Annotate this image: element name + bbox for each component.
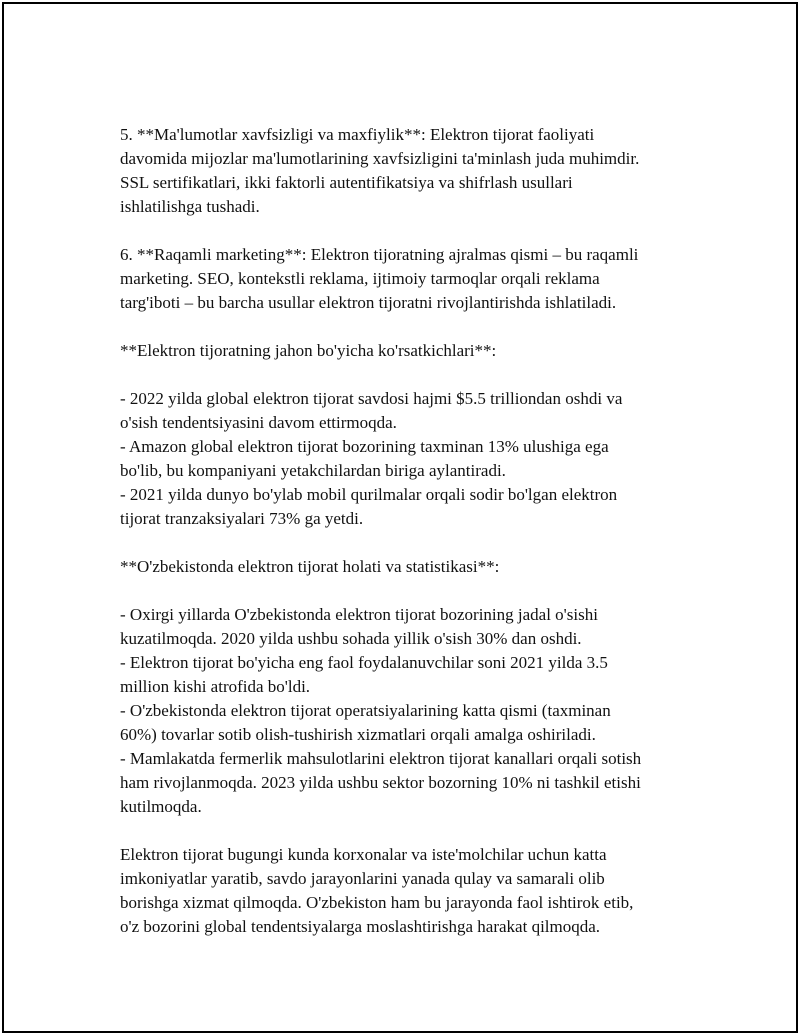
- paragraph-gap: [120, 579, 680, 603]
- text-line: - Amazon global elektron tijorat bozorining taxminan 13% ulushiga ega: [120, 437, 609, 456]
- text-line: - 2022 yilda global elektron tijorat savdosi hajmi $5.5 trilliondan oshdi va: [120, 389, 623, 408]
- text-line: - Oxirgi yillarda O'zbekistonda elektron tijorat bozorining jadal o'sishi: [120, 605, 598, 624]
- text-line: kutilmoqda.: [120, 797, 202, 816]
- text-line: Elektron tijorat bugungi kunda korxonalar va iste'molchilar uchun katta: [120, 845, 607, 864]
- text-line: 60%) tovarlar sotib olish-tushirish xizmatlari orqali amalga oshiriladi.: [120, 725, 596, 744]
- text-line: o'z bozorini global tendentsiyalarga moslashtirishga harakat qilmoqda.: [120, 917, 601, 936]
- paragraph-gap: [120, 819, 680, 843]
- text-line: - Mamlakatda fermerlik mahsulotlarini elektron tijorat kanallari orqali sotish: [120, 749, 642, 768]
- text-line: targ'iboti – bu barcha usullar elektron tijoratni rivojlantirishda ishlatiladi.: [120, 293, 617, 312]
- text-line: **Elektron tijoratning jahon bo'yicha ko'rsatkichlari**:: [120, 341, 497, 360]
- text-line: ishlatilishga tushadi.: [120, 197, 260, 216]
- text-line: marketing. SEO, kontekstli reklama, ijtimoiy tarmoqlar orqali reklama: [120, 269, 600, 288]
- text-line: 6. **Raqamli marketing**: Elektron tijoratning ajralmas qismi – bu raqamli: [120, 245, 639, 264]
- text-line: bo'lib, bu kompaniyani yetakchilardan biriga aylantiradi.: [120, 461, 506, 480]
- paragraph-gap: [120, 315, 680, 339]
- paragraph-gap: [120, 363, 680, 387]
- text-line: borishga xizmat qilmoqda. O'zbekiston ham bu jarayonda faol ishtirok etib,: [120, 893, 634, 912]
- text-line: kuzatilmoqda. 2020 yilda ushbu sohada yillik o'sish 30% dan oshdi.: [120, 629, 582, 648]
- text-line: o'sish tendentsiyasini davom ettirmoqda.: [120, 413, 397, 432]
- text-line: - 2021 yilda dunyo bo'ylab mobil qurilmalar orqali sodir bo'lgan elektron: [120, 485, 618, 504]
- paragraph-gap: [120, 531, 680, 555]
- text-line: imkoniyatlar yaratib, savdo jarayonlarini yanada qulay va samarali olib: [120, 869, 605, 888]
- text-line: **O'zbekistonda elektron tijorat holati va statistikasi**:: [120, 557, 500, 576]
- text-line: million kishi atrofida bo'ldi.: [120, 677, 311, 696]
- document-page: [2, 2, 798, 1033]
- document-body: [120, 123, 680, 939]
- text-line: tijorat tranzaksiyalari 73% ga yetdi.: [120, 509, 364, 528]
- text-line: - Elektron tijorat bo'yicha eng faol foydalanuvchilar soni 2021 yilda 3.5: [120, 653, 608, 672]
- text-line: - O'zbekistonda elektron tijorat operatsiyalarining katta qismi (taxminan: [120, 701, 611, 720]
- text-line: 5. **Ma'lumotlar xavfsizligi va maxfiylik**: Elektron tijorat faoliyati: [120, 125, 595, 144]
- paragraph-gap: [120, 219, 680, 243]
- text-line: SSL sertifikatlari, ikki faktorli autentifikatsiya va shifrlash usullari: [120, 173, 573, 192]
- text-line: davomida mijozlar ma'lumotlarining xavfsizligini ta'minlash juda muhimdir.: [120, 149, 640, 168]
- text-line: ham rivojlanmoqda. 2023 yilda ushbu sektor bozorning 10% ni tashkil etishi: [120, 773, 641, 792]
